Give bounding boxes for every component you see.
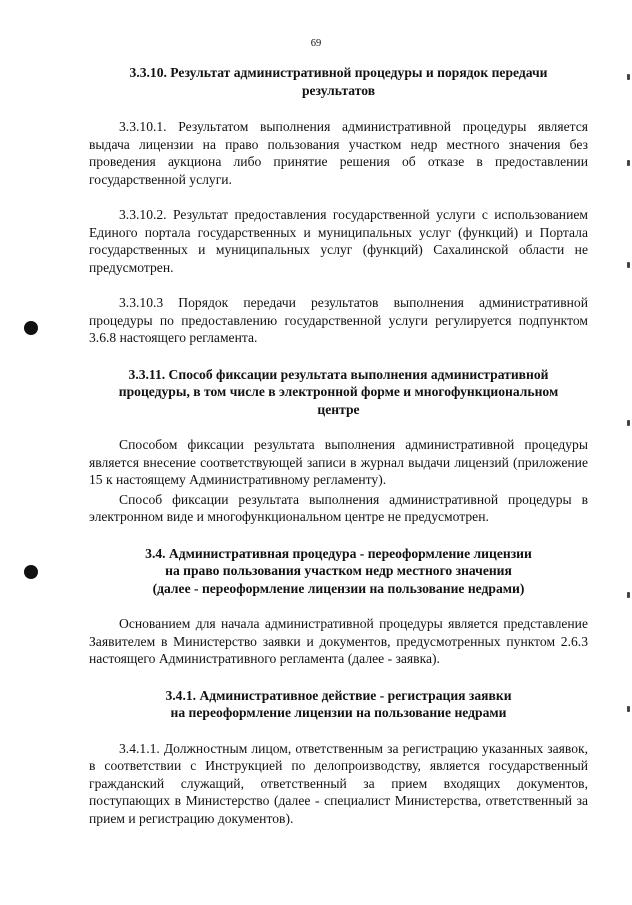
heading-line: на переоформление лицензии на пользование недрами <box>170 705 507 720</box>
paragraph-3-3-10-3: 3.3.10.3 Порядок передачи результатов выполнения административной процедуры по предоставлению государственной услуги регулируется подпунктом 3.6.8 настоящего регламента. <box>89 295 588 345</box>
section-heading-3-3-10 <box>89 64 588 99</box>
heading-line: 3.4. Административная процедура - переоформление лицензии <box>145 545 532 561</box>
edge-mark <box>627 74 630 80</box>
heading-line: результатов <box>301 82 376 98</box>
paragraph-fixation-electronic: Способ фиксации результата выполнения административной процедуры в электронном виде и многофункциональном центре не предусмотрен. <box>89 491 588 524</box>
edge-mark <box>627 160 630 166</box>
binder-hole-bottom <box>24 565 38 579</box>
paragraph-3-3-10-2: 3.3.10.2. Результат предоставления государственной услуги с использованием Единого портала государственных и муниципальных услуг (функций) и Портала государственных и муниципальных услуг (функций) Сахалинской области не предусмотрен. <box>89 207 588 275</box>
paragraph-fixation-method: Способом фиксации результата выполнения административной процедуры является внесение соответствующей записи в журнал выдачи лицензий (приложение 15 к настоящему Административному регламенту). <box>89 437 588 487</box>
heading-line: центре <box>317 401 360 417</box>
paragraph-3-4-1-1: 3.4.1.1. Должностным лицом, ответственным за регистрацию указанных заявок, в соответствии с Инструкцией по делопроизводству, является государственный гражданский служащий, ответственный за прием входящих документов, поступающих в Министерство (далее - специалист Министерства, ответственный за прием и регистрацию документов). <box>89 740 588 826</box>
heading-line: (далее - переоформление лицензии на пользование недрами) <box>152 580 525 596</box>
heading-line: 3.3.11. Способ фиксации результата выполнения административной <box>128 366 549 382</box>
paragraph-basis-start: Основанием для начала административной процедуры является представление Заявителем в Министерство заявки и документов, предусмотренных пунктом 2.6.3 настоящего Административного регламента (далее - заявка). <box>89 616 588 666</box>
heading-line: на право пользования участком недр местного значения <box>165 563 512 578</box>
section-heading-3-3-11 <box>89 366 588 419</box>
document-body <box>89 64 588 827</box>
binder-hole-top <box>24 321 38 335</box>
edge-mark <box>627 420 630 426</box>
heading-line: 3.3.10. Результат административной процедуры и порядок передачи <box>129 65 548 80</box>
page-number: 69 <box>310 38 322 49</box>
section-heading-3-4 <box>89 545 588 598</box>
heading-line: процедуры, в том числе в электронной форме и многофункциональном <box>118 384 559 399</box>
heading-line: 3.4.1. Административное действие - регистрация заявки <box>165 687 512 703</box>
section-heading-3-4-1 <box>89 687 588 722</box>
edge-mark <box>627 262 630 268</box>
paragraph-3-3-10-1: 3.3.10.1. Результатом выполнения административной процедуры является выдача лицензии на право пользования участком недр местного значения без проведения аукциона либо принятие решения об отказе в предоставлении государственной услуги. <box>89 119 588 187</box>
edge-mark <box>627 592 630 598</box>
edge-mark <box>627 706 630 712</box>
